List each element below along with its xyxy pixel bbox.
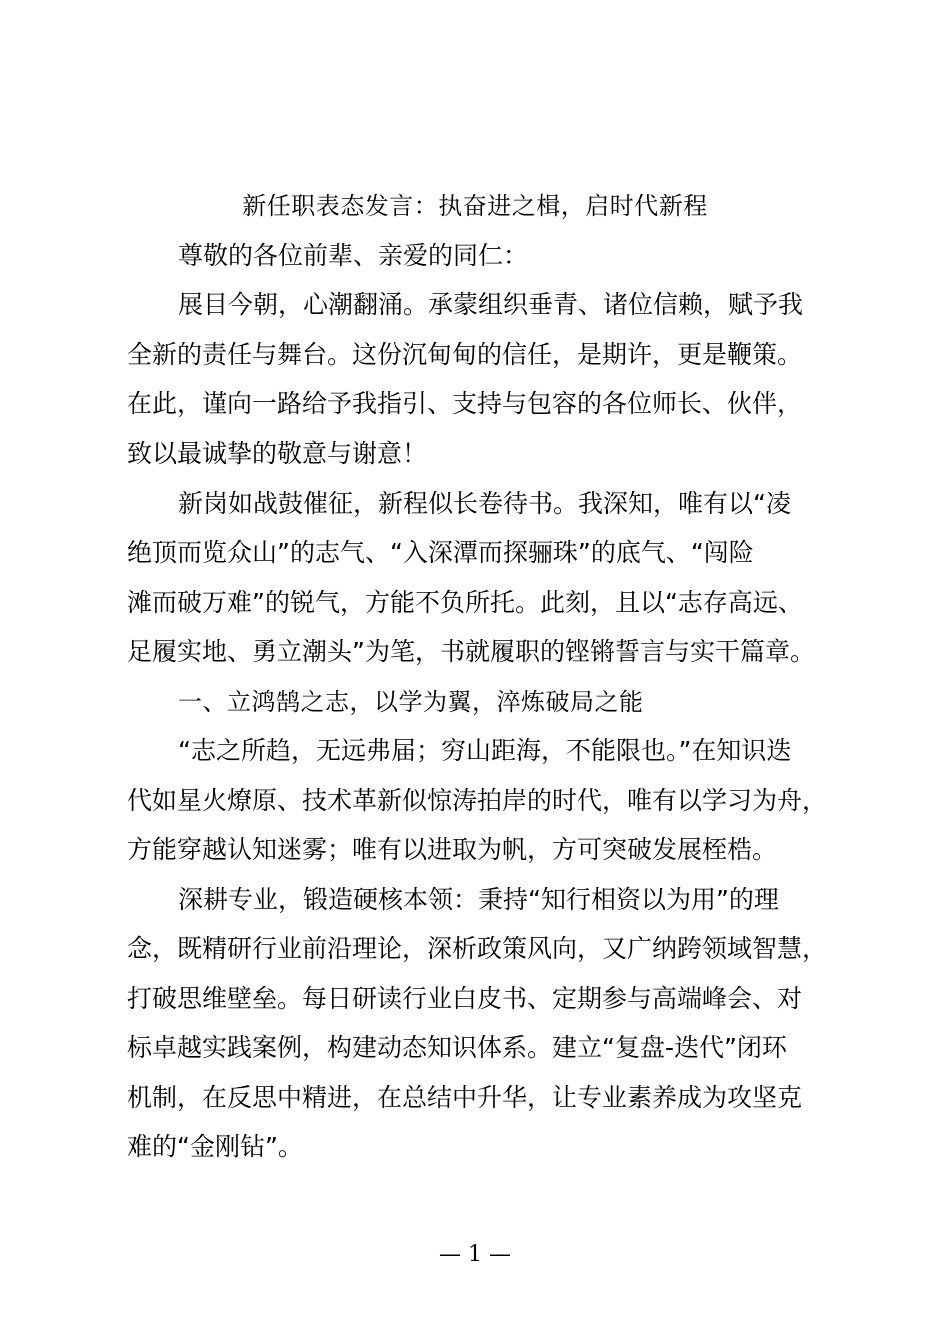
- paragraph-4-line-6: 难的“金刚钻”。: [127, 1132, 303, 1161]
- paragraph-4-line-3: 打破思维壁垒。每日研读行业白皮书、定期参与高端峰会、对: [127, 984, 803, 1013]
- paragraph-1-line-4: 致以最诚挚的敬意与谢意！: [127, 439, 428, 468]
- paragraph-3-line-2: 代如星火燎原、技术革新似惊涛拍岸的时代，唯有以学习为舟，: [127, 786, 828, 815]
- paragraph-4-line-4: 标卓越实践案例，构建动态知识体系。建立“复盘-迭代”闭环: [127, 1033, 787, 1062]
- section-heading-1: 一、立鸿鹄之志，以学为翼，淬炼破局之能: [178, 688, 644, 716]
- paragraph-2-line-1: 新岗如战鼓催征，新程似长卷待书。我深知，唯有以“凌: [178, 489, 791, 518]
- page-number: — 1 —: [439, 1242, 511, 1267]
- paragraph-2-line-2: 绝顶而览众山”的志气、“入深潭而探骊珠”的底气、“闯险: [127, 538, 754, 567]
- salutation: 尊敬的各位前辈、亲爱的同仁：: [178, 241, 529, 270]
- paragraph-3-line-3: 方能穿越认知迷雾；唯有以进取为帆，方可突破发展桎梏。: [127, 835, 778, 864]
- paragraph-1-line-3: 在此，谨向一路给予我指引、支持与包容的各位师长、伙伴，: [127, 389, 803, 418]
- paragraph-2-line-3: 滩而破万难”的锐气，方能不负所托。此刻，且以“志存高远、: [127, 588, 803, 617]
- paragraph-4-line-2: 念，既精研行业前沿理论，深析政策风向，又广纳跨领域智慧，: [127, 934, 828, 963]
- paragraph-4-line-5: 机制，在反思中精进，在总结中升华，让专业素养成为攻坚克: [127, 1083, 803, 1112]
- paragraph-1-line-1: 展目今朝，心潮翻涌。承蒙组织垂青、诸位信赖，赋予我: [178, 290, 804, 319]
- paragraph-4-line-1: 深耕专业，锻造硬核本领：秉持“知行相资以为用”的理: [178, 885, 779, 914]
- paragraph-3-line-1: “志之所趋，无远弗届；穷山距海，不能限也。”在知识迭: [178, 736, 792, 765]
- document-title: 新任职表态发言：执奋进之楫，启时代新程: [242, 192, 708, 220]
- paragraph-1-line-2: 全新的责任与舞台。这份沉甸甸的信任，是期许，更是鞭策。: [127, 340, 803, 369]
- paragraph-2-line-4: 足履实地、勇立潮头”为笔，书就履职的铿锵誓言与实干篇章。: [127, 637, 815, 666]
